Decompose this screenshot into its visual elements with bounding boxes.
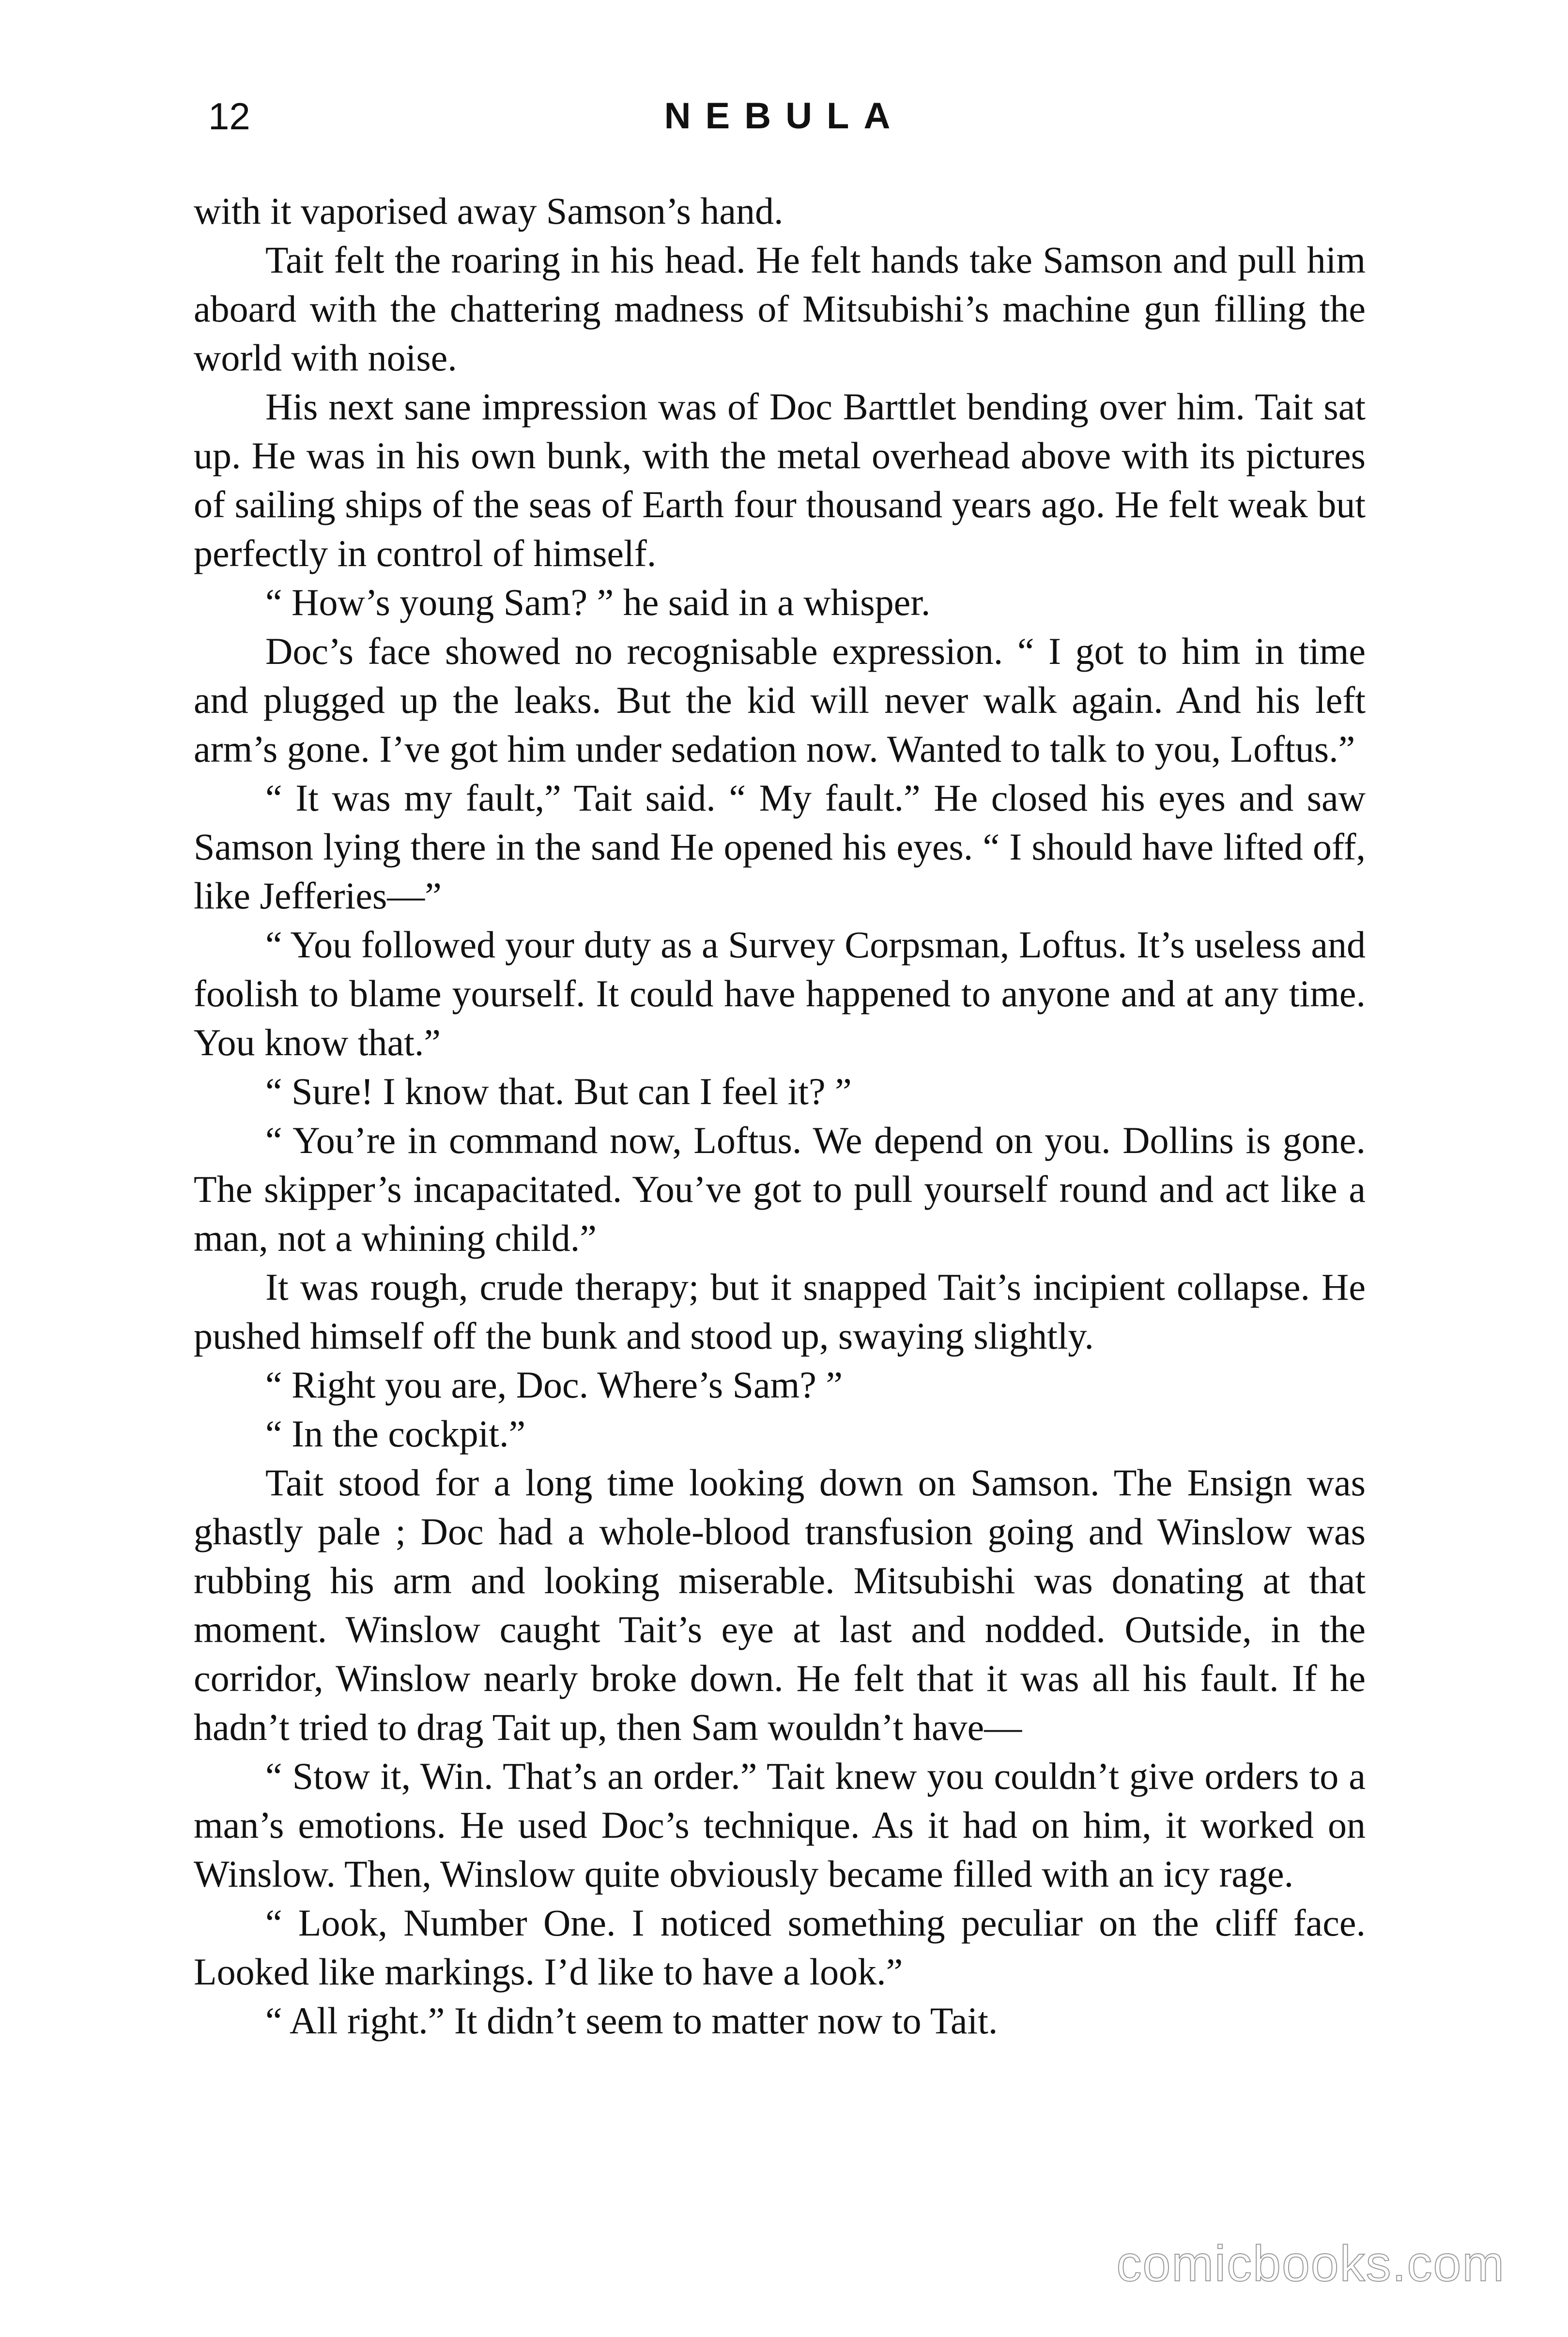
body-text	[194, 186, 1366, 2045]
paragraph: “ It was my fault,” Tait said. “ My fault.” He closed his eyes and saw Samson lying there in the sand He opened his eyes. “ I should have lifted off, like Jefferies—”	[194, 777, 1366, 917]
paragraph: Doc’s face showed no recognisable expression. “ I got to him in time and plugged up the leaks. But the kid will never walk again. And his left arm’s gone. I’ve got him under sedation now. Wanted to talk to you, Loftus.”	[194, 630, 1366, 770]
paragraph: Tait stood for a long time looking down on Samson. The Ensign was ghastly pale ; Doc had a whole-blood transfusion going and Winslow was rubbing his arm and looking miserable. Mitsubishi was donating at that moment. Winslow caught Tait’s eye at last and nodded. Outside, in the corridor, Winslow nearly broke down. He felt that it was all his fault. If he hadn’t tried to drag Tait up, then Sam wouldn’t have—	[194, 1461, 1366, 1748]
page-number: 12	[208, 95, 250, 138]
paragraph: with it vaporised away Samson’s hand.	[194, 190, 784, 232]
paragraph: “ You followed your duty as a Survey Corpsman, Loftus. It’s useless and foolish to blame yourself. It could have happened to anyone and at any time. You know that.”	[194, 923, 1366, 1063]
paragraph: “ Stow it, Win. That’s an order.” Tait knew you couldn’t give orders to a man’s emotions. He used Doc’s technique. As it had on him, it worked on Winslow. Then, Winslow quite obviously became filled with an icy rage.	[194, 1755, 1366, 1895]
running-head: NEBULA	[664, 95, 905, 137]
page-header	[203, 92, 1366, 155]
paragraph: “ Sure! I know that. But can I feel it? ”	[265, 1070, 852, 1112]
paragraph: “ How’s young Sam? ” he said in a whisper.	[265, 581, 931, 623]
watermark: comicbooks.com	[1116, 2236, 1505, 2292]
paragraph: It was rough, crude therapy; but it snapped Tait’s incipient collapse. He pushed himself off the bunk and stood up, swaying slightly.	[194, 1266, 1366, 1357]
paragraph: “ In the cockpit.”	[265, 1413, 526, 1455]
paragraph: “ Right you are, Doc. Where’s Sam? ”	[265, 1364, 843, 1406]
paragraph: “ Look, Number One. I noticed something peculiar on the cliff face. Looked like markings. I’d like to have a look.”	[194, 1902, 1366, 1993]
paragraph: “ You’re in command now, Loftus. We depend on you. Dollins is gone. The skipper’s incapacitated. You’ve got to pull yourself round and act like a man, not a whining child.”	[194, 1119, 1366, 1259]
paragraph: “ All right.” It didn’t seem to matter now to Tait.	[265, 1999, 998, 2042]
paragraph: Tait felt the roaring in his head. He felt hands take Samson and pull him aboard with the chattering madness of Mitsubishi’s machine gun filling the world with noise.	[194, 239, 1366, 379]
paragraph: His next sane impression was of Doc Barttlet bending over him. Tait sat up. He was in his own bunk, with the metal overhead above with its pictures of sailing ships of the seas of Earth four thousand years ago. He felt weak but perfectly in control of himself.	[194, 385, 1366, 574]
